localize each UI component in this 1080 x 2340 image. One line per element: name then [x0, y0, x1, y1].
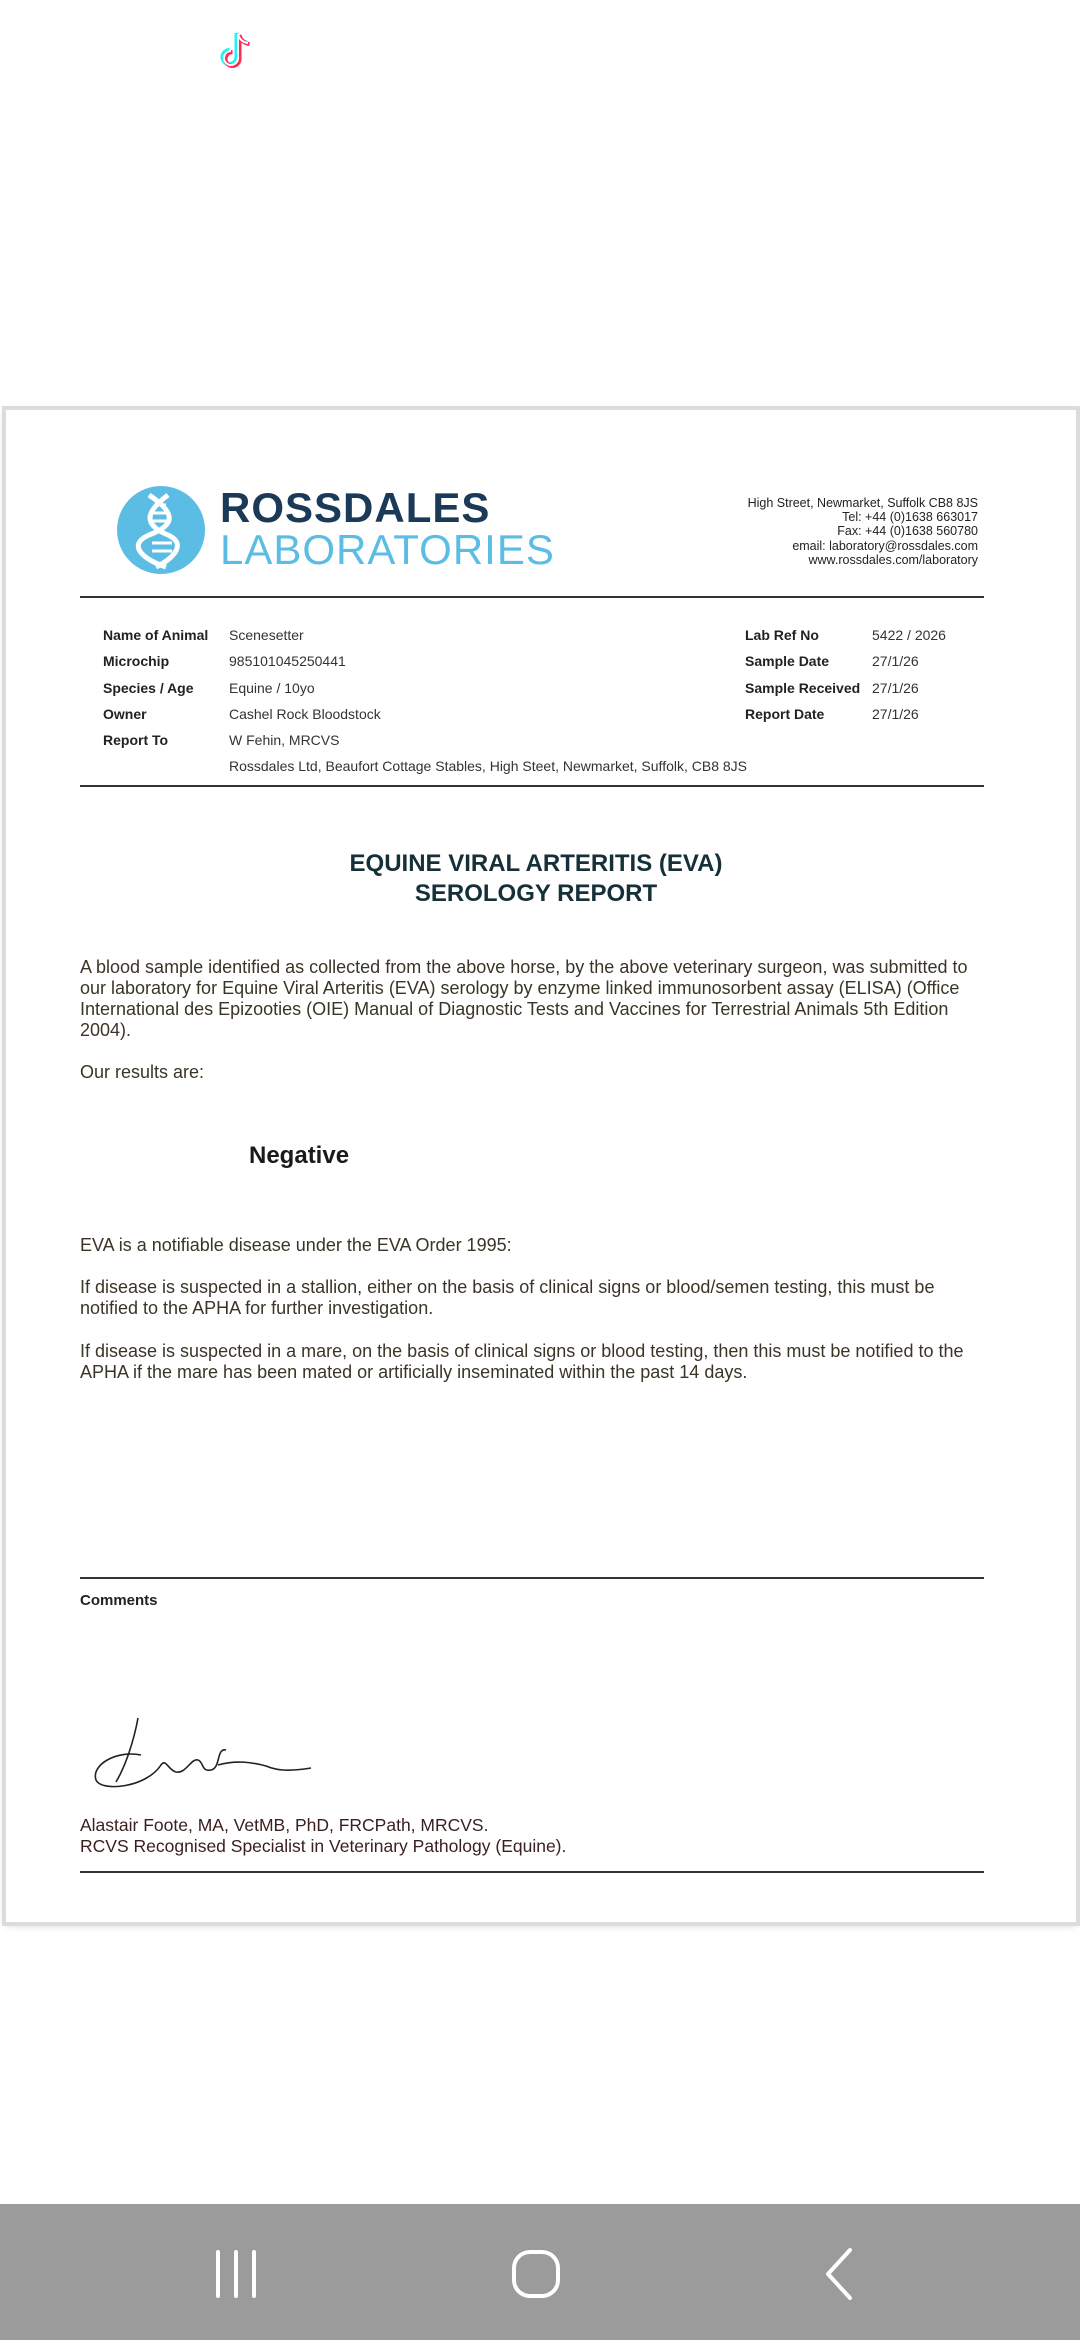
- signature: [86, 1710, 326, 1800]
- notice-stallion: If disease is suspected in a stallion, either on the basis of clinical signs or blood/semen testing, this must be notified to the APHA for further investigation.: [80, 1277, 935, 1318]
- field-label-microchip: Microchip: [103, 653, 170, 669]
- home-icon[interactable]: [496, 2244, 576, 2304]
- comments-divider: [80, 1577, 984, 1579]
- field-label-species: Species / Age: [103, 680, 194, 696]
- report-to-address: Rossdales Ltd, Beaufort Cottage Stables, High Steet, Newmarket, Suffolk, CB8 8JS: [229, 758, 748, 774]
- comments-label: Comments: [80, 1592, 158, 1609]
- notice-notifiable: EVA is a notifiable disease under the EVA Order 1995:: [80, 1235, 512, 1255]
- field-label-lab-ref: Lab Ref No: [745, 627, 819, 643]
- result-value: Negative: [249, 1142, 350, 1169]
- field-value-sample-date: 27/1/26: [872, 653, 919, 669]
- field-label-report-date: Report Date: [745, 706, 825, 722]
- back-icon[interactable]: [800, 2244, 880, 2304]
- field-value-report-date: 27/1/26: [872, 706, 919, 722]
- report-title-line2: SEROLOGY REPORT: [414, 880, 658, 907]
- logo-text-line1: ROSSDALES: [220, 484, 491, 531]
- logo-text-line2: LABORATORIES: [220, 526, 555, 573]
- signer-name: Alastair Foote, MA, VetMB, PhD, FRCPath, MRCVS.: [80, 1815, 489, 1835]
- notice-mare: If disease is suspected in a mare, on the basis of clinical signs or blood testing, then this must be notified to the APHA if the mare has been mated or artificially inseminated within the past 14 days.: [80, 1341, 964, 1382]
- tiktok-icon: [216, 30, 256, 74]
- dna-icon: [116, 485, 206, 575]
- field-value-microchip: 985101045250441: [229, 653, 346, 669]
- signer-title: RCVS Recognised Specialist in Veterinary Pathology (Equine).: [80, 1836, 567, 1856]
- field-value-owner: Cashel Rock Bloodstock: [229, 706, 381, 722]
- results-intro: Our results are:: [80, 1062, 205, 1082]
- field-label-owner: Owner: [103, 706, 147, 722]
- field-value-animal: Scenesetter: [229, 627, 304, 643]
- lab-address: High Street, Newmarket, Suffolk CB8 8JS Tel: +44 (0)1638 663017 Fax: +44 (0)1638 560780 email: laboratory@rossdales.com www.rossdales.com/laboratory: [747, 496, 978, 567]
- report-title-line1: EQUINE VIRAL ARTERITIS (EVA): [349, 850, 723, 877]
- intro-paragraph: A blood sample identified as collected from the above horse, by the above veterinary surgeon, was submitted to our laboratory for Equine Viral Arteritis (EVA) serology by enzyme linked immunosorbent assay (ELISA) (Office International des Epizooties (OIE) Manual of Diagnostic Tests and Vaccines for Terrestrial Animals 5th Edition 2004).: [80, 957, 968, 1040]
- field-label-animal: Name of Animal: [103, 627, 209, 643]
- footer-divider: [80, 1871, 984, 1873]
- recent-apps-icon[interactable]: [196, 2244, 276, 2304]
- fields-divider: [80, 785, 984, 787]
- navigation-bar: [0, 2204, 1080, 2340]
- field-value-report-to: W Fehin, MRCVS: [229, 732, 340, 748]
- field-label-sample-date: Sample Date: [745, 653, 830, 669]
- field-value-lab-ref: 5422 / 2026: [872, 627, 946, 643]
- signer-block: [80, 1815, 566, 1857]
- document-page: [6, 410, 1076, 1922]
- field-value-species: Equine / 10yo: [229, 680, 315, 696]
- field-label-report-to: Report To: [103, 732, 169, 748]
- field-label-sample-received: Sample Received: [745, 680, 861, 696]
- header-divider: [80, 596, 984, 598]
- field-value-sample-received: 27/1/26: [872, 680, 919, 696]
